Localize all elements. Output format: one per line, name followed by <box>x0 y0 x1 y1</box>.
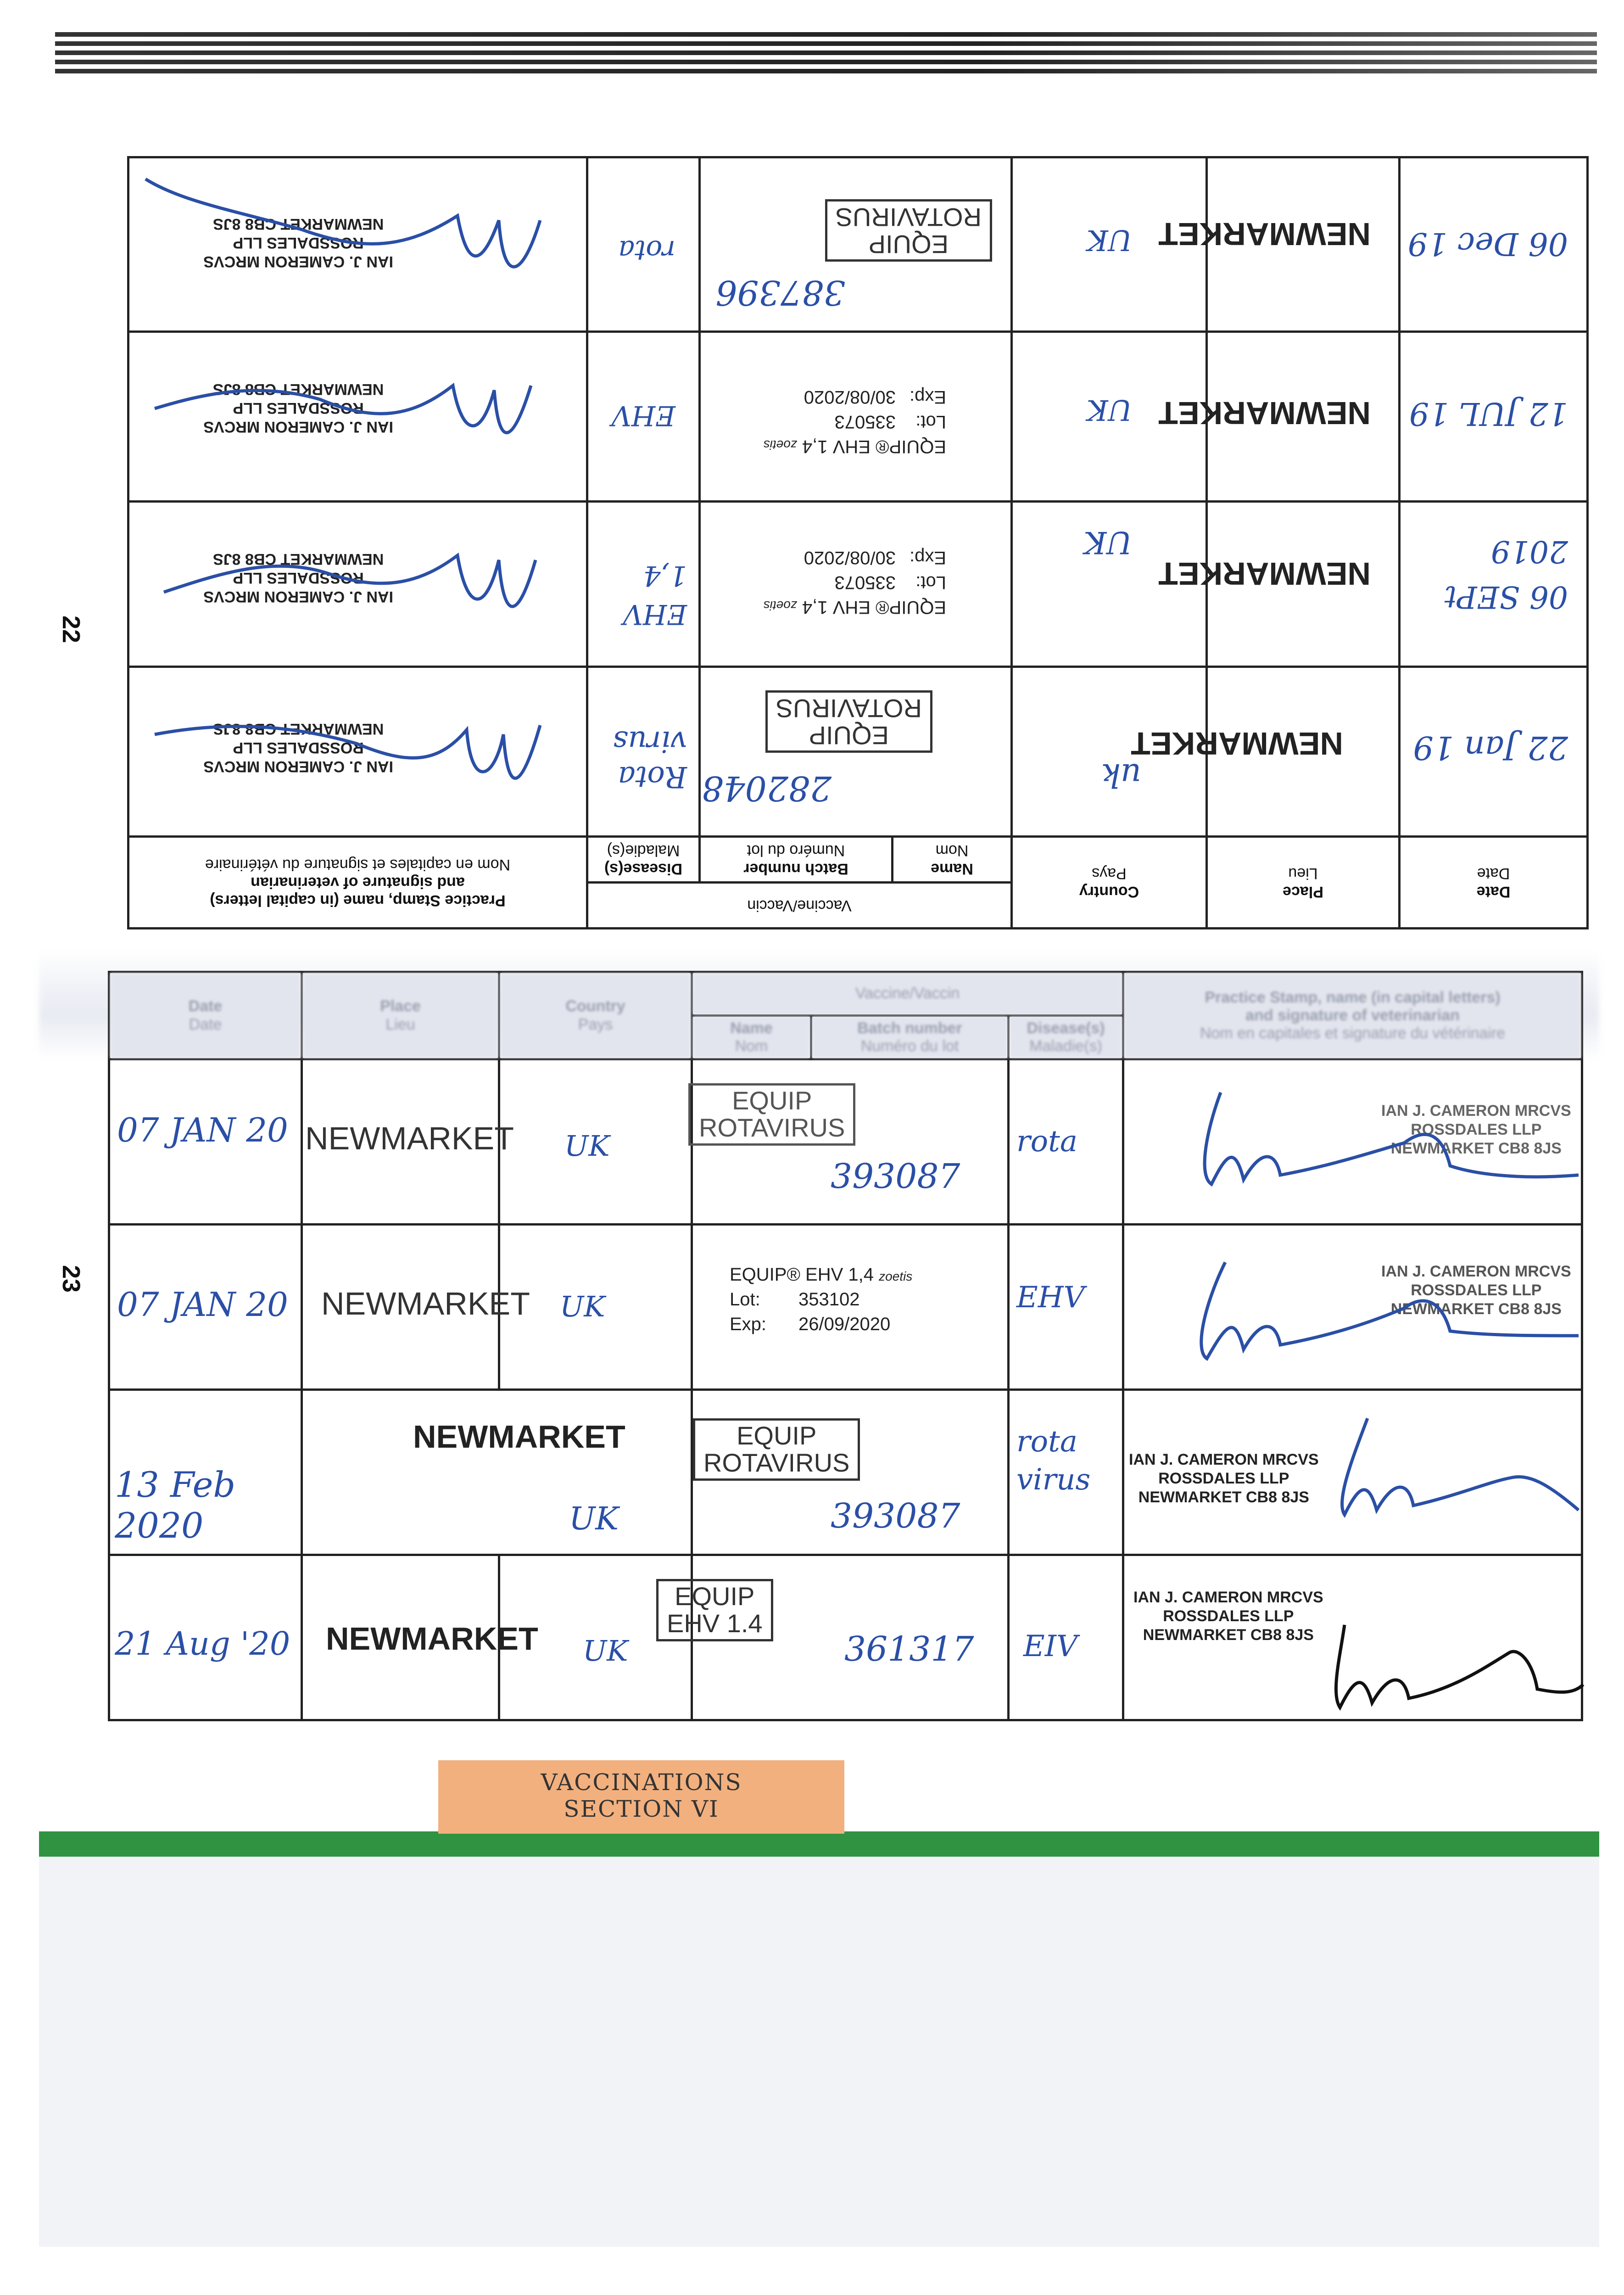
disease-cell: EHV 1,4 <box>587 502 699 667</box>
table-row <box>128 332 1587 502</box>
vet-stamp: IAN J. CAMERON MRCVS ROSSDALES LLP NEWMARKET CB8 8JS <box>203 720 393 775</box>
rotavirus-stamp: EQUIP ROTAVIRUS <box>688 1083 855 1146</box>
vaccine-product-cell: EQUIP ROTAVIRUS 393087 <box>692 1390 1009 1555</box>
blank-grey-panel <box>39 1857 1599 2247</box>
country-cell: uk <box>1012 667 1207 837</box>
vet-stamp-cell <box>128 157 587 332</box>
vet-stamp-cell <box>1123 1225 1582 1390</box>
header-vaccine: Vaccine/Vaccin <box>692 972 1123 1016</box>
disease-cell: EHV <box>1009 1225 1123 1390</box>
vet-stamp: IAN J. CAMERON MRCVS ROSSDALES LLP NEWMARKET CB8 8JS <box>1381 1263 1571 1318</box>
header-vaccine: Vaccine/Vaccin <box>587 883 1011 929</box>
date-cell: 22 Jan 19 <box>1400 667 1588 837</box>
vet-signature <box>145 698 549 817</box>
vet-signature <box>145 358 549 477</box>
table-row <box>128 157 1587 332</box>
header-name: Name Nom <box>893 837 1012 883</box>
header-diseases: Disease(s) Maladie(s) <box>587 837 699 883</box>
header-diseases: Disease(s) Maladie(s) <box>1009 1016 1123 1059</box>
date-cell: 07 JAN 20 <box>109 1225 302 1390</box>
vet-stamp-cell <box>1123 1555 1582 1720</box>
vaccine-product-cell <box>700 502 1012 667</box>
vet-stamp-cell <box>128 332 587 502</box>
vaccination-table-page-22 <box>129 158 1589 929</box>
vaccine-product-cell: EQUIP EHV 1.4 361317 <box>692 1555 1009 1720</box>
header-practice-stamp: Practice Stamp, name (in capital letters) and signature of veterinarian Nom en capitales et signature du vétérinaire <box>1123 972 1582 1059</box>
place-cell: NEWMARKET <box>302 1059 499 1225</box>
place-cell: NEWMARKET <box>302 1225 499 1390</box>
country-cell: UK <box>1012 502 1207 667</box>
header-batch: Batch number Numéro du lot <box>811 1016 1009 1059</box>
vaccine-product-cell <box>700 332 1012 502</box>
table-row <box>109 1225 1582 1390</box>
date-cell: 06 SEPt 2019 <box>1400 502 1588 667</box>
disease-cell: Rota virus <box>587 667 699 837</box>
date-cell: 13 Feb 2020 <box>109 1390 302 1555</box>
country-cell: UK <box>1012 157 1207 332</box>
rotavirus-stamp: EQUIP ROTAVIRUS <box>765 690 932 753</box>
place-cell: NEWMARKET <box>1207 332 1400 502</box>
header-batch: Batch number Numéro du lot <box>700 837 893 883</box>
page-number-22: 22 <box>57 615 85 644</box>
country-cell: UK <box>499 1059 692 1225</box>
vaccine-product-cell: EQUIP ROTAVIRUS 282048 <box>700 667 1012 837</box>
vet-stamp: IAN J. CAMERON MRCVS ROSSDALES LLP NEWMARKET CB8 8JS <box>1381 1102 1571 1157</box>
table-row <box>128 502 1587 667</box>
disease-cell: rota <box>1009 1059 1123 1225</box>
header-place: Place Lieu <box>302 972 499 1059</box>
vet-signature <box>1156 1244 1583 1382</box>
rotavirus-stamp: EQUIP ROTAVIRUS <box>693 1418 860 1481</box>
header-place: Place Lieu <box>1207 837 1400 929</box>
country-cell: UK <box>499 1225 692 1390</box>
vet-stamp-cell <box>128 667 587 837</box>
vet-stamp-cell <box>1123 1390 1582 1555</box>
vet-stamp: IAN J. CAMERON MRCVS ROSSDALES LLP NEWMARKET CB8 8JS <box>1133 1589 1323 1644</box>
country-cell: UK <box>499 1555 692 1720</box>
header-name: Name Nom <box>692 1016 811 1059</box>
disease-cell: rota <box>587 157 699 332</box>
vet-signature <box>145 528 549 647</box>
place-cell: NEWMARKET <box>1207 502 1400 667</box>
header-country: Country Pays <box>499 972 692 1059</box>
table-header-row <box>109 972 1582 1016</box>
place-cell: NEWMARKET UK <box>302 1390 692 1555</box>
date-cell: 21 Aug '20 <box>109 1555 302 1720</box>
vet-signature <box>1216 1409 1583 1547</box>
table-row <box>109 1390 1582 1555</box>
place-cell: NEWMARKET <box>302 1555 499 1720</box>
green-section-bar <box>39 1831 1599 1857</box>
vet-signature <box>1156 1074 1583 1212</box>
vet-stamp: IAN J. CAMERON MRCVS ROSSDALES LLP NEWMARKET CB8 8JS <box>203 381 393 436</box>
date-cell: 12 JUL 19 <box>1400 332 1588 502</box>
table-row <box>109 1059 1582 1225</box>
vaccine-product-cell: EQUIP ROTAVIRUS 393087 <box>692 1059 1009 1225</box>
vaccination-table-page-23 <box>108 971 1581 1719</box>
place-cell: NEWMARKET <box>1207 157 1400 332</box>
ehv-label: EQUIP® EHV 1,4 zoetis Lot:335073 Exp:30/08/2020 <box>763 387 946 457</box>
vet-signature <box>136 174 558 312</box>
table-row <box>109 1555 1582 1720</box>
vet-stamp: IAN J. CAMERON MRCVS ROSSDALES LLP NEWMARKET CB8 8JS <box>1129 1451 1319 1506</box>
ehv-stamp: EQUIP EHV 1.4 <box>656 1579 773 1641</box>
ehv-label: EQUIP® EHV 1,4 zoetis Lot: 353102 Exp: 26/09/2020 <box>730 1265 913 1334</box>
table-header-row <box>128 883 1587 929</box>
vaccine-product-cell: EQUIP ROTAVIRUS 387396 <box>700 157 1012 332</box>
vet-stamp-cell <box>1123 1059 1582 1225</box>
header-date: Date Date <box>1400 837 1588 929</box>
disease-cell: EIV <box>1009 1555 1123 1720</box>
header-practice-stamp: Practice Stamp, name (in capital letters) and signature of veterinarian Nom en capitales et signature du vétérinaire <box>128 837 587 929</box>
header-country: Country Pays <box>1012 837 1207 929</box>
vaccine-product-cell <box>692 1225 1009 1390</box>
ehv-label: EQUIP® EHV 1,4 zoetis Lot:335073 Exp:30/08/2020 <box>763 548 946 617</box>
date-cell: 06 Dec 19 <box>1400 157 1588 332</box>
table-row <box>128 667 1587 837</box>
disease-cell: EHV <box>587 332 699 502</box>
top-decorative-rule <box>55 32 1597 83</box>
rotavirus-stamp: EQUIP ROTAVIRUS <box>825 199 992 262</box>
country-cell: UK <box>1012 332 1207 502</box>
section-tab: VACCINATIONS SECTION VI <box>438 1760 844 1834</box>
disease-cell: rota virus <box>1009 1390 1123 1555</box>
vet-stamp: IAN J. CAMERON MRCVS ROSSDALES LLP NEWMARKET CB8 8JS <box>203 550 393 605</box>
page-number-23: 23 <box>57 1265 85 1293</box>
vet-stamp-cell <box>128 502 587 667</box>
vet-signature <box>1239 1584 1588 1717</box>
date-cell: 07 JAN 20 <box>109 1059 302 1225</box>
header-date: Date Date <box>109 972 302 1059</box>
place-cell: NEWMARKET <box>1207 667 1400 837</box>
vet-stamp: IAN J. CAMERON MRCVS ROSSDALES LLP NEWMARKET CB8 8JS <box>203 215 393 270</box>
